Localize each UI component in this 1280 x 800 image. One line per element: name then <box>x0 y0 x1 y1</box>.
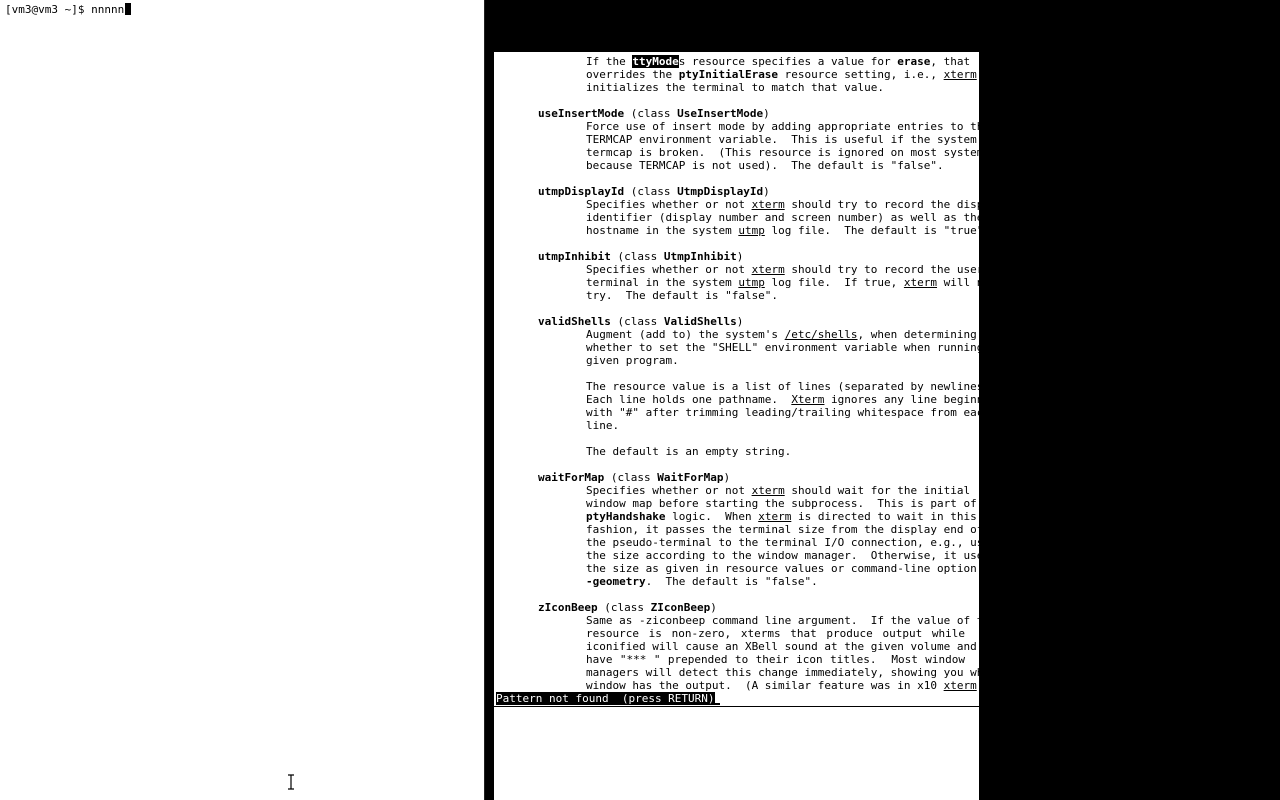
resource-description-line: Force use of insert mode by adding appropriate entries to the <box>586 120 990 133</box>
resource-description-line: managers will detect this change immediately, showing you which <box>586 666 1004 679</box>
resource-description-line: termcap is broken. (This resource is ignored on most systems, <box>586 146 997 159</box>
typed-command: nnnnn <box>91 3 125 16</box>
resource-description-line: -geometry. The default is "false". <box>586 575 818 588</box>
resource-description-line: window has the output. (A similar feature was in x10 xterm.) <box>586 679 990 692</box>
resource-description-line: Specifies whether or not xterm should wait for the initial <box>586 484 971 497</box>
pager-divider <box>494 706 979 707</box>
resource-description-line: Specifies whether or not xterm should try to record the user's <box>586 263 997 276</box>
intro-line: If the ttyModes resource specifies a value for erase, that <box>586 55 971 68</box>
xterm-reference: xterm <box>943 68 977 81</box>
resource-description-line: because TERMCAP is not used). The default is "false". <box>586 159 944 172</box>
resource-heading-validshells: validShells (class ValidShells) <box>538 315 744 328</box>
resource-description-line: given program. <box>586 354 679 367</box>
resource-description-line: iconified will cause an XBell sound at the given volume and <box>586 640 977 653</box>
resource-description-line: the size as given in resource values or command-line option <box>586 562 977 575</box>
resource-heading-utmpdisplayid: utmpDisplayId (class UtmpDisplayId) <box>538 185 770 198</box>
resource-description-line: the pseudo-terminal to the terminal I/O connection, e.g., using <box>586 536 1004 549</box>
man-page-terminal-window[interactable] <box>494 52 1004 800</box>
resource-description-line: hostname in the system utmp log file. The default is "true". <box>586 224 990 237</box>
pager-status-message: Pattern not found (press RETURN) <box>496 692 720 705</box>
ibeam-cursor-icon <box>286 774 296 790</box>
shell-prompt-line[interactable] <box>5 3 131 16</box>
resource-description-line: identifier (display number and screen number) as well as the <box>586 211 984 224</box>
resource-description-line: ptyHandshake logic. When xterm is directed to wait in this <box>586 510 977 523</box>
resource-description-line: Augment (add to) the system's /etc/shells, when determining <box>586 328 977 341</box>
resource-heading-utmpinhibit: utmpInhibit (class UtmpInhibit) <box>538 250 744 263</box>
resource-description-line: the size according to the window manager. Otherwise, it uses <box>586 549 990 562</box>
resource-description-line: window map before starting the subprocess. This is part of the <box>586 497 1004 510</box>
pager-cursor <box>715 692 720 703</box>
resource-description-line: try. The default is "false". <box>586 289 779 302</box>
resource-description-line: fashion, it passes the terminal size from the display end of <box>586 523 984 536</box>
intro-line: initializes the terminal to match that value. <box>586 81 885 94</box>
resource-description-line: with "#" after trimming leading/trailing whitespace from each <box>586 406 990 419</box>
resource-description-line: whether to set the "SHELL" environment variable when running a <box>586 341 997 354</box>
man-page-content <box>494 55 1004 695</box>
text-cursor <box>125 3 131 15</box>
resource-heading-waitformap: waitForMap (class WaitForMap) <box>538 471 731 484</box>
shell-prompt: [vm3@vm3 ~]$ <box>5 3 92 16</box>
resource-description-line: The default is an empty string. <box>586 445 792 458</box>
resource-heading-useinsertmode: useInsertMode (class UseInsertMode) <box>538 107 770 120</box>
resource-description-line: terminal in the system utmp log file. If true, xterm will not <box>586 276 997 289</box>
left-terminal-window[interactable] <box>0 0 485 800</box>
resource-description-line: resource is non-zero, xterms that produce output while <box>586 627 965 640</box>
resource-description-line: line. <box>586 419 620 432</box>
resource-description-line: The resource value is a list of lines (separated by newlines). <box>586 380 997 393</box>
resource-description-line: have "*** " prepended to their icon titles. Most window <box>586 653 965 666</box>
resource-description-line: Each line holds one pathname. Xterm ignores any line beginning <box>586 393 1004 406</box>
resource-heading-ziconbeep: zIconBeep (class ZIconBeep) <box>538 601 717 614</box>
search-match-highlight: ttyMode <box>632 55 679 68</box>
resource-description-line: Same as -ziconbeep command line argument. If the value of this <box>586 614 1004 627</box>
resource-description-line: TERMCAP environment variable. This is useful if the system <box>586 133 977 146</box>
resource-description-line: Specifies whether or not xterm should try to record the display <box>586 198 1004 211</box>
intro-line: overrides the ptyInitialErase resource setting, i.e., xterm <box>586 68 977 81</box>
